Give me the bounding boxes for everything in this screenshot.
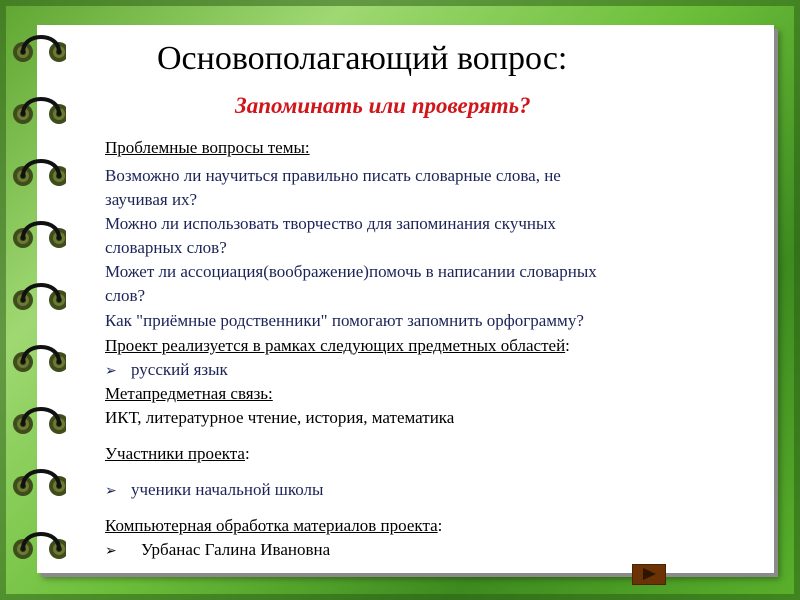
participants-heading — [105, 444, 250, 464]
author-name: Урбанас Галина Ивановна — [141, 540, 331, 559]
colon: : — [437, 516, 443, 535]
binder-ring-icon — [10, 278, 66, 314]
binder-ring-icon — [10, 154, 66, 190]
binder-ring-icon — [10, 92, 66, 128]
binder-ring-icon — [10, 340, 66, 376]
question-line: заучивая их? — [105, 190, 198, 209]
subjects-heading-text: Проект реализуется в рамках следующих предметных областей — [105, 336, 566, 355]
processing-heading-text: Компьютерная обработка материалов проекта — [105, 516, 438, 535]
binder-ring-icon — [10, 527, 66, 563]
slide-subtitle: Запоминать или проверять? — [235, 93, 531, 118]
problem-questions-heading: Проблемные вопросы темы: — [105, 138, 310, 157]
meta-text: ИКТ, литературное чтение, история, математика — [105, 408, 455, 427]
participant-item: ➢ ученики начальной школы — [105, 480, 323, 500]
slide-title: Основополагающий вопрос: — [157, 40, 568, 77]
binder-ring-icon — [10, 402, 66, 438]
subject-item: ➢ русский язык — [105, 360, 228, 380]
question-line: слов? — [105, 286, 146, 305]
processing-item — [105, 540, 330, 560]
next-slide-button[interactable] — [632, 564, 666, 585]
binder-ring-icon — [10, 30, 66, 66]
processing-heading — [105, 516, 442, 536]
meta-heading: Метапредметная связь: — [105, 384, 273, 403]
question-line: словарных слов? — [105, 238, 227, 257]
colon: : — [565, 336, 570, 355]
subjects-heading — [105, 336, 570, 356]
colon: : — [244, 444, 250, 463]
question-line: Возможно ли научиться правильно писать словарные слова, не — [105, 166, 561, 185]
question-line: Можно ли использовать творчество для запоминания скучных — [105, 214, 556, 233]
binder-ring-icon — [10, 216, 66, 252]
binder-ring-icon — [10, 464, 66, 500]
participants-heading-text: Участники проекта — [105, 444, 245, 463]
question-line: Может ли ассоциация(воображение)помочь в написании словарных — [105, 262, 597, 281]
question-line: Как "приёмные родственники" помогают запомнить орфограмму? — [105, 311, 584, 330]
